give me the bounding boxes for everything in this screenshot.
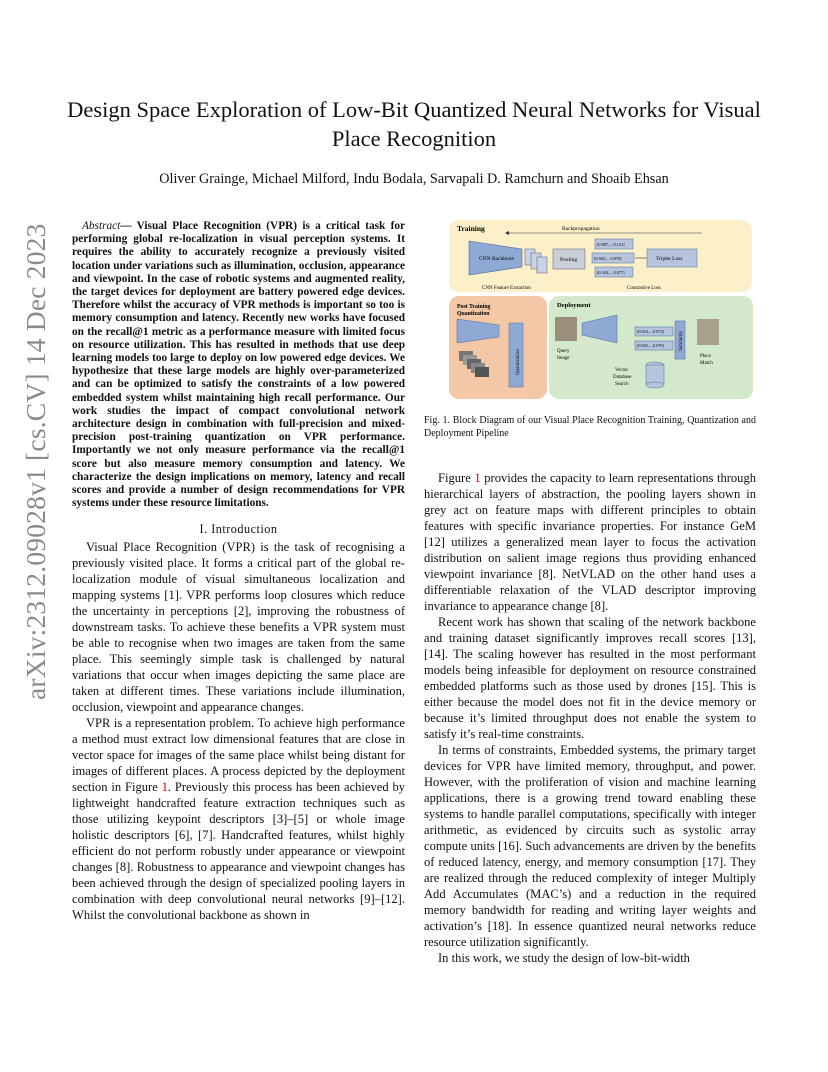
figure-caption: Fig. 1. Block Diagram of our Visual Place Recognition Training, Quantization and Deployment Pipeline [424,415,756,439]
query-image [555,317,577,341]
ptq-label-line-1: Post Training [457,304,491,310]
arxiv-identifier: arXiv:2312.09028v1 [cs.CV] 14 Dec 2023 [20,223,51,700]
feature-map-3 [537,257,547,273]
right-paragraph-1-text-a: Figure [438,471,475,485]
quantization-block-label: Quantization [516,349,521,375]
place-match-label-line-2: Match [700,361,713,366]
place-match-image [697,319,719,345]
embedding-vector-1-label: [0.987,....0.121] [597,242,625,247]
similarity-label: Similarity [679,331,684,351]
query-image-label-line-1: Query [557,349,570,354]
vector-db-label-line-3: Search [615,382,629,387]
right-paragraph-2: Recent work has shown that scaling of the network backbone and training dataset significantly improves recall scores [13], [14]. The scaling however has resulted in the most performant models being infeasible for deployment on resource constrained embedded platforms such as those used by drones [15]. This is either because the model does not fit in the device memory or because it’s limited throughput does not enable the system to satisfy it’s real-time constraints. [424,615,756,741]
deployment-label: Deployment [557,302,591,309]
database-cylinder-bottom [646,382,664,388]
ptq-label-line-2: Quantization [457,311,490,317]
contrastive-loss-label: Contrastive Loss [627,286,661,291]
embedding-vector-3-label: [0.324,....0.677] [597,270,625,275]
intro-paragraph-2 [72,715,405,923]
intro-paragraph-2-text-b: . Previously this process has been achieved by lightweight handcrafted feature extraction techniques such as those utilizing keypoint descriptors [3]–[5] or whole image holistic descriptors [6], [7]. Handcrafted features, whilst highly efficient do not perform robustly under appearance or viewpoint changes [8]. Robustness to appearance and viewpoint changes has been achieved through the design of specialized pooling layers in combination with deep convolutional neural networks [9]–[12]. Whilst the convolutional backbone as shown in [72,780,405,923]
pipeline-block-diagram [447,219,755,401]
figure-link[interactable]: 1 [161,780,168,795]
place-match-label-line-1: Place [700,354,711,359]
embedding-vector-2-label: [0.945,....0.078] [594,256,622,261]
cnn-feature-extraction-label: CNN Feature Extraction [482,286,531,291]
left-column [72,220,405,923]
intro-paragraph-2-text-a: VPR is a representation problem. To achieve high performance a method must extract low dimensional features that are close in vector space for images of the same place whilst being distant for images of different places. A process depicted by the deployment section in Figure [72,716,405,795]
abstract-label: Abstract [82,220,121,232]
right-paragraph-3: In terms of constraints, Embedded systems, the primary target devices for VPR have limited memory, throughput, and power. However, with the proliferation of vision and machine learning applications, there is a growing trend toward enabling these systems to handle parallel computations, specifically with integer arithmetic, as evidenced by circuits such as systolic array compute units [16]. Such advancements are driven by the benefits of reduced latency, energy, and memory consumption [17]. They are realized through the reduced complexity of integer Multiply Add Accumulates (MAC’s) and a reduction in the required memory bandwidth for reading and writing layer weights and activation’s [18]. In essence quantized neural networks reduce resource utilization significantly. [424,743,756,949]
vector-db-label-line-1: Vector [615,368,629,373]
section-heading-introduction: I. Introduction [199,522,278,537]
query-image-label-line-2: Image [557,356,570,361]
figure-link[interactable]: 1 [474,471,481,485]
backprop-label: Backpropagation [562,226,600,232]
abstract [72,220,405,510]
triplet-loss-label: Triplet Loss [656,256,683,262]
paper-title: Design Space Exploration of Low-Bit Quantized Neural Networks for Visual Place Recognition [67,97,761,151]
calibration-image-5 [475,367,489,377]
right-paragraph-1 [424,470,756,614]
right-paragraph-1-text-b: provides the capacity to learn representations through hierarchical layers of abstraction, the pooling layers shown in grey act on feature maps with different principles to obtain features with specific invariance properties. For instance GeM [12] utilizes a generalized mean layer to focus the activation distribution on salient image regions thus providing enhanced viewpoint invariance [8]. NetVLAD on the other hand uses a differentiable relaxation of the VLAD descriptor improving invariance to appearance change [8]. [424,471,756,613]
author-list: Oliver Grainge, Michael Milford, Indu Bodala, Sarvapali D. Ramchurn and Shoaib Ehsan [159,171,669,187]
training-label: Training [457,224,485,233]
pooling-label: Pooling [560,257,578,263]
deployment-vector-1-label: [0.924,....0.073] [637,329,664,334]
right-column [424,470,756,966]
right-paragraph-4: In this work, we study the design of low-bit-width [438,951,690,965]
vector-db-label-line-2: Database [613,375,632,380]
deployment-vector-2-label: [0.845,....0.078] [637,343,664,348]
intro-paragraph-1: Visual Place Recognition (VPR) is the task of recognising a previously visited place. It forms a critical part of the global re-localization module of visual simultaneous localization and mapping systems [1]. VPR performs loop closures which reduce the uncertainty in perceptions [2], improving the robustness of downstream tasks. To achieve these benefits a VPR system must be able to recognise when two images are taken from the same place. This seemingly simple task is challenged by natural variations that occur when images depicting the same place are taken at different times. These variations include illumination, occlusion, viewpoint and appearance changes. [72,540,405,715]
abstract-text: — Visual Place Recognition (VPR) is a critical task for performing global re-localization in visual perception systems. It requires the ability to accurately recognize a previously visited location under variations such as illumination, occlusion, appearance and viewpoint. In the case of robotic systems and augmented reality, the target devices for deployment are battery powered edge devices. Therefore whilst the accuracy of VPR methods is important so too is memory consumption and latency. Recently new works have focused on the recall@1 metric as a performance measure with limited focus on resource utilization. This has resulted in methods that use deep learning models too large to deploy on low powered edge devices. We hypothesize that these large models are highly over-parameterized and can be optimized to satisfy the constraints of a low powered embedded system whilst maintaining high recall performance. Our work studies the impact of compact convolutional network architecture design in combination with full-precision and mixed-precision post-training quantization on VPR performance. Importantly we not only measure performance via the recall@1 score but also measure memory consumption and latency. We characterize the design implications on memory, latency and recall scores and provide a number of design recommendations for VPR systems under these resource limitations. [72,220,405,510]
cnn-backbone-label: CNN Backbone [479,256,514,262]
